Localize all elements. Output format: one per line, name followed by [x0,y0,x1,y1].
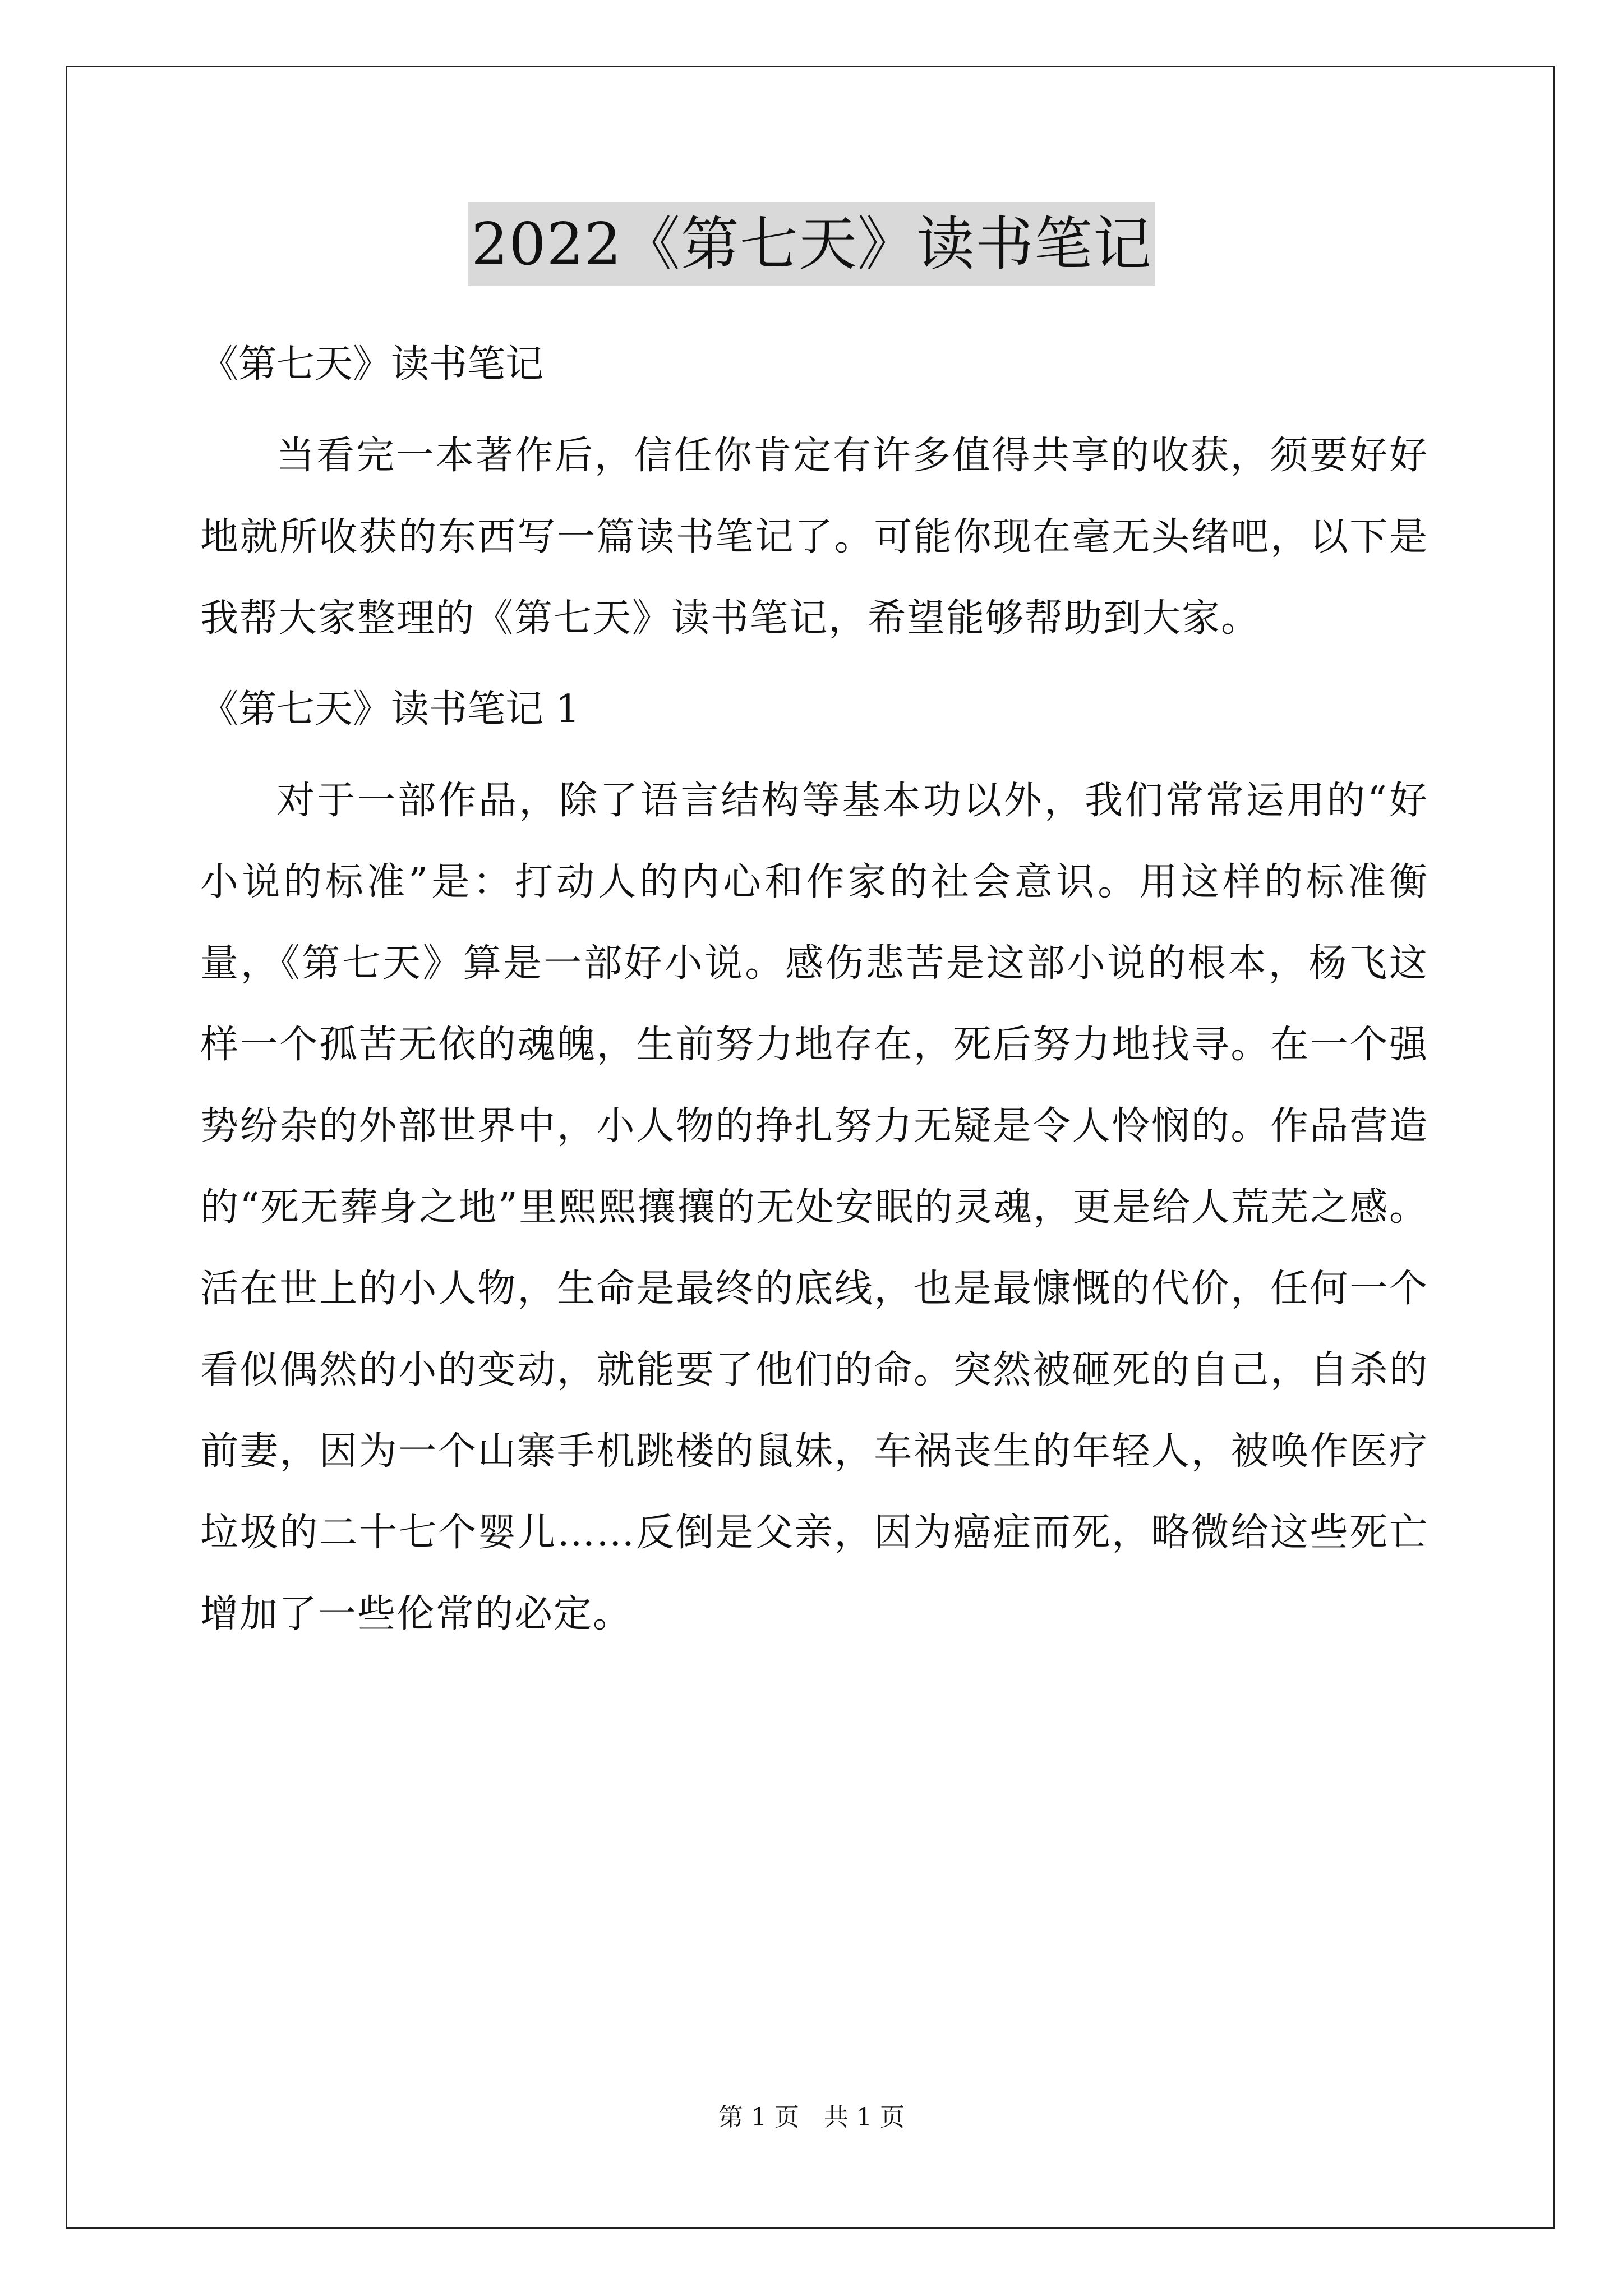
page-number: 第 1 页 [718,2103,799,2132]
page-total: 共 1 页 [824,2103,905,2132]
title-container [0,202,1623,286]
document-body [200,314,1428,1655]
section-heading-note-1: 《第七天》读书笔记 1 [200,687,580,731]
page-footer [0,2101,1623,2134]
document-title: 2022《第七天》读书笔记 [468,202,1155,286]
intro-paragraph: 当看完一本著作后，信任你肯定有许多值得共享的收获，须要好好地就所收获的东西写一篇读书笔记了。可能你现在毫无头绪吧，以下是我帮大家整理的《第七天》读书笔记，希望能够帮助到大家。 [200,434,1428,641]
section-heading-intro: 《第七天》读书笔记 [200,342,544,386]
note-1-paragraph: 对于一部作品，除了语言结构等基本功以外，我们常常运用的“好小说的标准”是：打动人的内心和作家的社会意识。用这样的标准衡量，《第七天》算是一部好小说。感伤悲苦是这部小说的根本，杨飞这样一个孤苦无依的魂魄，生前努力地存在，死后努力地找寻。在一个强势纷杂的外部世界中，小人物的挣扎努力无疑是令人怜悯的。作品营造的“死无葬身之地”里熙熙攘攘的无处安眠的灵魂，更是给人荒芜之感。活在世上的小人物，生命是最终的底线，也是最慷慨的代价，任何一个看似偶然的小的变动，就能要了他们的命。突然被砸死的自己，自杀的前妻，因为一个山寨手机跳楼的鼠妹，车祸丧生的年轻人，被唤作医疗垃圾的二十七个婴儿……反倒是父亲，因为癌症而死，略微给这些死亡增加了一些伦常的必定。 [200,779,1428,1636]
